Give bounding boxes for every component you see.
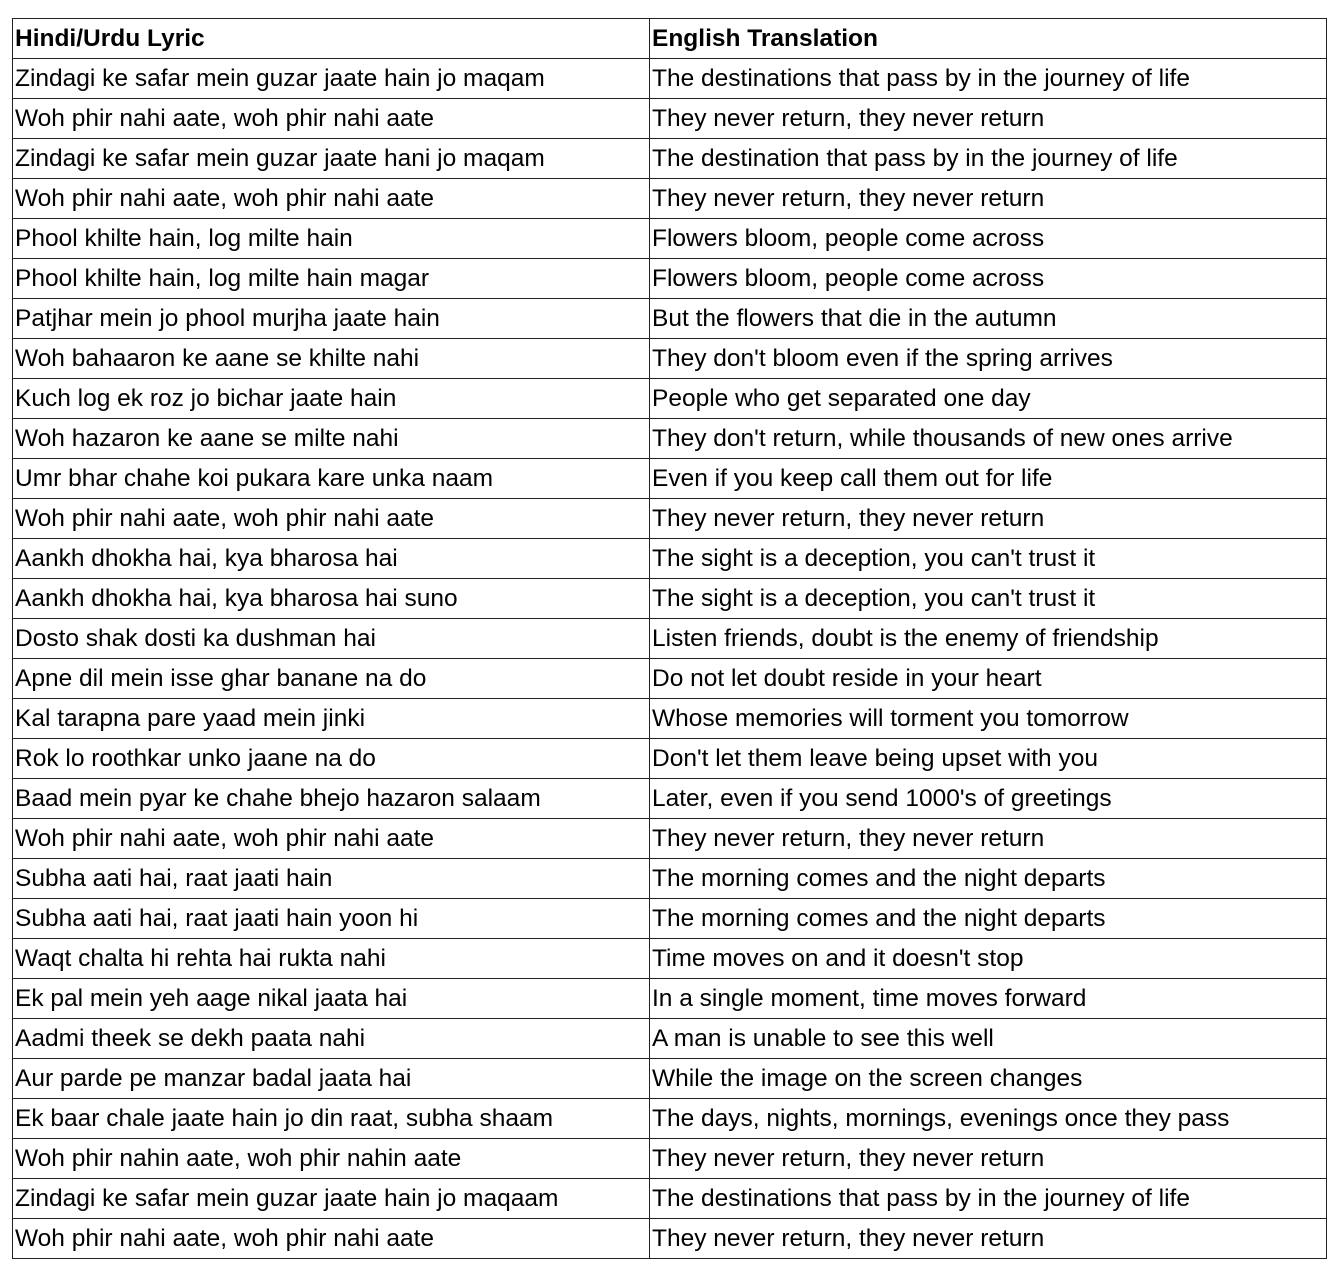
table-row — [13, 459, 1327, 499]
hindi-lyric-cell: Ek baar chale jaate hain jo din raat, subha shaam — [13, 1099, 650, 1139]
hindi-lyric-cell: Zindagi ke safar mein guzar jaate hani jo maqam — [13, 139, 650, 179]
hindi-lyric-cell: Woh phir nahi aate, woh phir nahi aate — [13, 499, 650, 539]
table-row — [13, 1219, 1327, 1259]
english-translation-cell: The sight is a deception, you can't trust it — [650, 579, 1327, 619]
table-row — [13, 59, 1327, 99]
english-translation-cell: Do not let doubt reside in your heart — [650, 659, 1327, 699]
english-translation-cell: They never return, they never return — [650, 1139, 1327, 1179]
table-row — [13, 699, 1327, 739]
table-row — [13, 539, 1327, 579]
table-row — [13, 499, 1327, 539]
table-header-row — [13, 19, 1327, 59]
hindi-lyric-cell: Kal tarapna pare yaad mein jinki — [13, 699, 650, 739]
table-row — [13, 659, 1327, 699]
hindi-lyric-cell: Woh phir nahi aate, woh phir nahi aate — [13, 819, 650, 859]
hindi-lyric-cell: Ek pal mein yeh aage nikal jaata hai — [13, 979, 650, 1019]
table-row — [13, 939, 1327, 979]
english-translation-cell: They never return, they never return — [650, 1219, 1327, 1259]
table-row — [13, 739, 1327, 779]
table-row — [13, 979, 1327, 1019]
hindi-lyric-cell: Phool khilte hain, log milte hain magar — [13, 259, 650, 299]
header-hindi-urdu-lyric: Hindi/Urdu Lyric — [13, 19, 650, 59]
english-translation-cell: Time moves on and it doesn't stop — [650, 939, 1327, 979]
english-translation-cell: Flowers bloom, people come across — [650, 219, 1327, 259]
table-row — [13, 299, 1327, 339]
table-row — [13, 339, 1327, 379]
table-row — [13, 819, 1327, 859]
hindi-lyric-cell: Woh bahaaron ke aane se khilte nahi — [13, 339, 650, 379]
table-row — [13, 619, 1327, 659]
lyrics-translation-table — [12, 18, 1327, 1259]
hindi-lyric-cell: Umr bhar chahe koi pukara kare unka naam — [13, 459, 650, 499]
english-translation-cell: Whose memories will torment you tomorrow — [650, 699, 1327, 739]
english-translation-cell: But the flowers that die in the autumn — [650, 299, 1327, 339]
english-translation-cell: While the image on the screen changes — [650, 1059, 1327, 1099]
hindi-lyric-cell: Dosto shak dosti ka dushman hai — [13, 619, 650, 659]
hindi-lyric-cell: Kuch log ek roz jo bichar jaate hain — [13, 379, 650, 419]
hindi-lyric-cell: Woh phir nahi aate, woh phir nahi aate — [13, 1219, 650, 1259]
table-row — [13, 1139, 1327, 1179]
hindi-lyric-cell: Aankh dhokha hai, kya bharosa hai — [13, 539, 650, 579]
table-row — [13, 1099, 1327, 1139]
english-translation-cell: They never return, they never return — [650, 179, 1327, 219]
hindi-lyric-cell: Aur parde pe manzar badal jaata hai — [13, 1059, 650, 1099]
english-translation-cell: They don't return, while thousands of new ones arrive — [650, 419, 1327, 459]
hindi-lyric-cell: Woh phir nahin aate, woh phir nahin aate — [13, 1139, 650, 1179]
hindi-lyric-cell: Zindagi ke safar mein guzar jaate hain jo maqam — [13, 59, 650, 99]
english-translation-cell: The sight is a deception, you can't trust it — [650, 539, 1327, 579]
hindi-lyric-cell: Phool khilte hain, log milte hain — [13, 219, 650, 259]
table-row — [13, 1059, 1327, 1099]
english-translation-cell: Listen friends, doubt is the enemy of friendship — [650, 619, 1327, 659]
english-translation-cell: The destination that pass by in the journey of life — [650, 139, 1327, 179]
table-body — [13, 59, 1327, 1259]
english-translation-cell: The morning comes and the night departs — [650, 899, 1327, 939]
hindi-lyric-cell: Zindagi ke safar mein guzar jaate hain jo maqaam — [13, 1179, 650, 1219]
table-row — [13, 139, 1327, 179]
hindi-lyric-cell: Woh phir nahi aate, woh phir nahi aate — [13, 179, 650, 219]
english-translation-cell: They never return, they never return — [650, 499, 1327, 539]
english-translation-cell: The destinations that pass by in the journey of life — [650, 59, 1327, 99]
table-row — [13, 219, 1327, 259]
english-translation-cell: In a single moment, time moves forward — [650, 979, 1327, 1019]
english-translation-cell: People who get separated one day — [650, 379, 1327, 419]
hindi-lyric-cell: Rok lo roothkar unko jaane na do — [13, 739, 650, 779]
english-translation-cell: They don't bloom even if the spring arrives — [650, 339, 1327, 379]
hindi-lyric-cell: Subha aati hai, raat jaati hain — [13, 859, 650, 899]
header-english-translation: English Translation — [650, 19, 1327, 59]
table-row — [13, 1179, 1327, 1219]
table-row — [13, 579, 1327, 619]
hindi-lyric-cell: Apne dil mein isse ghar banane na do — [13, 659, 650, 699]
english-translation-cell: They never return, they never return — [650, 819, 1327, 859]
table-row — [13, 99, 1327, 139]
english-translation-cell: A man is unable to see this well — [650, 1019, 1327, 1059]
hindi-lyric-cell: Waqt chalta hi rehta hai rukta nahi — [13, 939, 650, 979]
english-translation-cell: Don't let them leave being upset with you — [650, 739, 1327, 779]
english-translation-cell: The morning comes and the night departs — [650, 859, 1327, 899]
english-translation-cell: They never return, they never return — [650, 99, 1327, 139]
hindi-lyric-cell: Aankh dhokha hai, kya bharosa hai suno — [13, 579, 650, 619]
hindi-lyric-cell: Patjhar mein jo phool murjha jaate hain — [13, 299, 650, 339]
table-row — [13, 779, 1327, 819]
table-row — [13, 379, 1327, 419]
table-row — [13, 1019, 1327, 1059]
hindi-lyric-cell: Aadmi theek se dekh paata nahi — [13, 1019, 650, 1059]
table-row — [13, 419, 1327, 459]
table-row — [13, 859, 1327, 899]
hindi-lyric-cell: Baad mein pyar ke chahe bhejo hazaron salaam — [13, 779, 650, 819]
table-row — [13, 179, 1327, 219]
hindi-lyric-cell: Subha aati hai, raat jaati hain yoon hi — [13, 899, 650, 939]
english-translation-cell: Even if you keep call them out for life — [650, 459, 1327, 499]
english-translation-cell: The destinations that pass by in the journey of life — [650, 1179, 1327, 1219]
table-row — [13, 899, 1327, 939]
english-translation-cell: Flowers bloom, people come across — [650, 259, 1327, 299]
hindi-lyric-cell: Woh phir nahi aate, woh phir nahi aate — [13, 99, 650, 139]
hindi-lyric-cell: Woh hazaron ke aane se milte nahi — [13, 419, 650, 459]
english-translation-cell: Later, even if you send 1000's of greetings — [650, 779, 1327, 819]
table-row — [13, 259, 1327, 299]
english-translation-cell: The days, nights, mornings, evenings once they pass — [650, 1099, 1327, 1139]
